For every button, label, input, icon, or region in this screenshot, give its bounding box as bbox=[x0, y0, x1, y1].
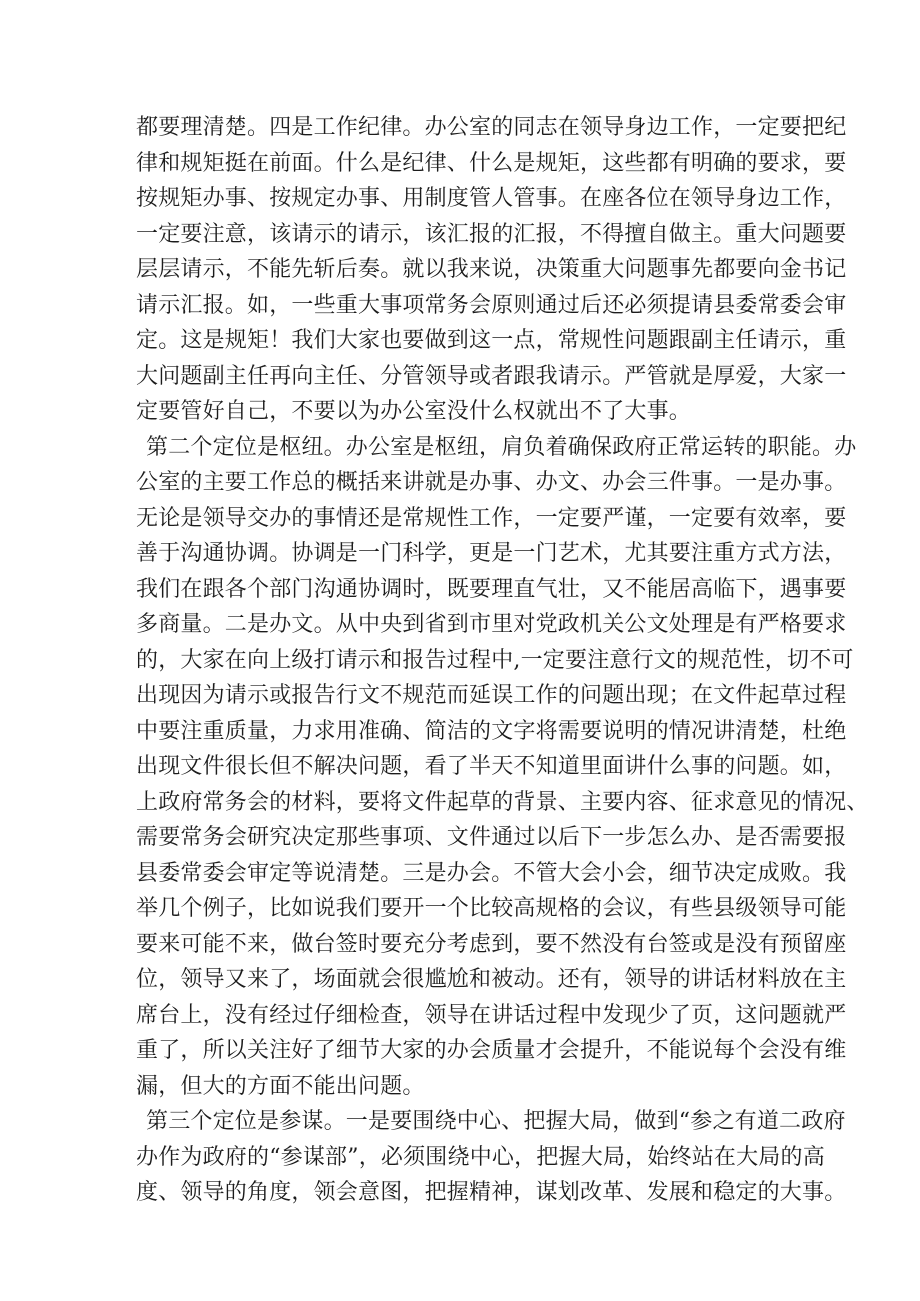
document-body bbox=[136, 110, 869, 1211]
text-line: 定。这是规矩！我们大家也要做到这一点，常规性问题跟副主任请示，重 bbox=[136, 328, 847, 353]
text-line: 度、领导的角度，领会意图，把握精神，谋划改革、发展和稳定的大事。 bbox=[136, 1180, 847, 1205]
text-line: 律和规矩挺在前面。什么是纪律、什么是规矩，这些都有明确的要求，要 bbox=[136, 150, 847, 176]
text-line: 上政府常务会的材料，要将文件起草的背景、主要内容、征求意见的情况、 bbox=[136, 789, 869, 815]
text-line: 席台上，没有经过仔细检查，领导在讲话过程中发现少了页，这问题就严 bbox=[136, 1002, 847, 1028]
text-line: 要来可能不来，做台签时要充分考虑到，要不然没有台签或是没有预留座 bbox=[136, 931, 847, 957]
text-line: 多商量。二是办文。从中央到省到市里对党政机关公文处理是有严格要求 bbox=[136, 612, 847, 637]
text-line: 出现因为请示或报告行文不规范而延误工作的问题出现；在文件起草过程 bbox=[136, 683, 847, 708]
text-line: 举几个例子，比如说我们要开一个比较高规格的会议，有些县级领导可能 bbox=[136, 896, 847, 921]
text-line: 定要管好自己，不要以为办公室没什么权就出不了大事。 bbox=[136, 399, 692, 424]
text-line: 重了，所以关注好了细节大家的办会质量才会提升，不能说每个会没有维 bbox=[136, 1038, 847, 1063]
text-line: 我们在跟各个部门沟通协调时，既要理直气壮，又不能居高临下，遇事要 bbox=[136, 576, 847, 602]
text-line: 公室的主要工作总的概括来讲就是办事、办文、办会三件事。一是办事。 bbox=[136, 470, 847, 495]
paragraph bbox=[136, 430, 869, 1105]
text-line: 的，大家在向上级打请示和报告过程中,一定要注意行文的规范性，切不可 bbox=[136, 647, 854, 673]
text-line: 都要理清楚。四是工作纪律。办公室的同志在领导身边工作，一定要把纪 bbox=[136, 115, 847, 140]
text-line: 位，领导又来了，场面就会很尴尬和被动。还有，领导的讲话材料放在主 bbox=[136, 967, 847, 992]
text-line: 按规矩办事、按规定办事、用制度管人管事。在座各位在领导身边工作， bbox=[136, 186, 847, 211]
text-line: 善于沟通协调。协调是一门科学，更是一门艺术，尤其要注重方式方法， bbox=[136, 541, 847, 566]
text-line: 一定要注意，该请示的请示，该汇报的汇报，不得擅自做主。重大问题要 bbox=[136, 221, 847, 247]
text-line: 第三个定位是参谋。一是要围绕中心、把握大局，做到“参之有道二政府 bbox=[146, 1109, 846, 1134]
text-line: 中要注重质量，力求用准确、简洁的文字将需要说明的情况讲清楚，杜绝 bbox=[136, 718, 847, 744]
text-line: 无论是领导交办的事情还是常规性工作，一定要严谨，一定要有效率，要 bbox=[136, 505, 847, 531]
paragraph bbox=[136, 110, 847, 430]
text-line: 漏，但大的方面不能出问题。 bbox=[136, 1073, 425, 1099]
text-line: 第二个定位是枢纽。办公室是枢纽，肩负着确保政府正常运转的职能。办 bbox=[146, 434, 857, 460]
text-line: 需要常务会研究决定那些事项、文件通过以后下一步怎么办、是否需要报 bbox=[136, 825, 847, 850]
text-line: 层层请示，不能先斩后奏。就以我来说，决策重大问题事先都要向金书记 bbox=[136, 257, 847, 282]
paragraph bbox=[136, 1104, 847, 1211]
text-line: 大问题副主任再向主任、分管领导或者跟我请示。严管就是厚爱，大家一 bbox=[136, 363, 847, 389]
text-line: 出现文件很长但不解决问题，看了半天不知道里面讲什么事的问题。如， bbox=[136, 754, 847, 779]
text-line: 请示汇报。如，一些重大事项常务会原则通过后还必须提请县委常委会审 bbox=[136, 292, 847, 318]
text-line: 办作为政府的“参谋部”，必须围绕中心，把握大局，始终站在大局的高 bbox=[136, 1144, 825, 1170]
text-line: 县委常委会审定等说清楚。三是办会。不管大会小会，细节决定成败。我 bbox=[136, 860, 847, 886]
